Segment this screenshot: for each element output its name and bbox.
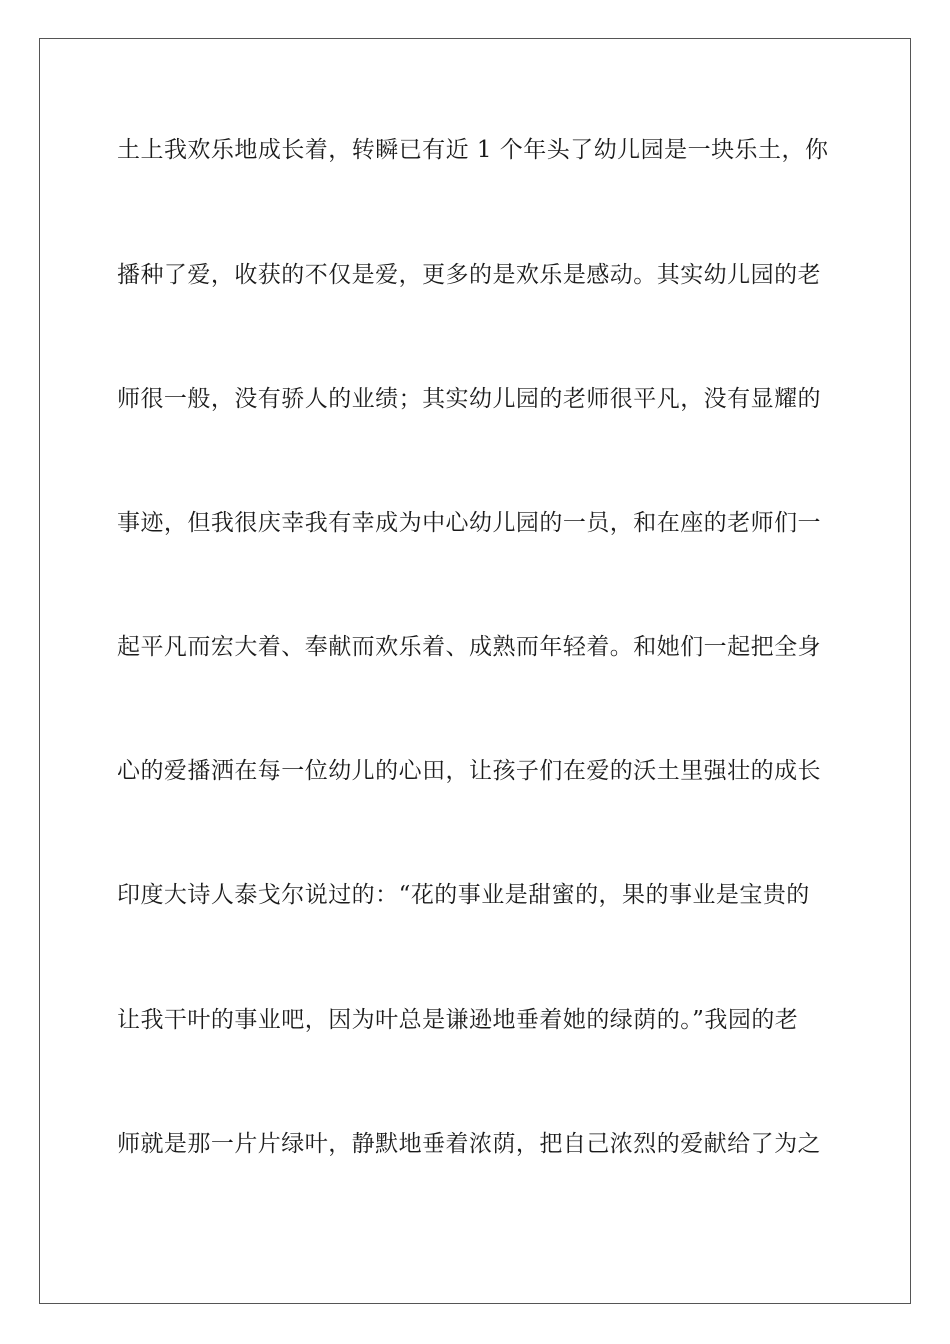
text-line-6: 心的爱播洒在每一位幼儿的心田，让孩子们在爱的沃土里强壮的成长 <box>117 758 821 784</box>
text-line-4: 事迹，但我很庆幸我有幸成为中心幼儿园的一员，和在座的老师们一 <box>117 510 821 536</box>
page-border <box>39 38 911 1304</box>
text-line-7: 印度大诗人泰戈尔说过的：“花的事业是甜蜜的，果的事业是宝贵的 <box>117 882 810 908</box>
text-line-2: 播种了爱，收获的不仅是爱，更多的是欢乐是感动。其实幼儿园的老 <box>117 262 821 288</box>
text-line-5: 起平凡而宏大着、奉献而欢乐着、成熟而年轻着。和她们一起把全身 <box>117 634 821 660</box>
text-line-9: 师就是那一片片绿叶，静默地垂着浓荫，把自己浓烈的爱献给了为之 <box>117 1131 821 1157</box>
text-line-1: 土上我欢乐地成长着，转瞬已有近 1 个年头了幼儿园是一块乐土，你 <box>117 137 829 163</box>
text-line-3: 师很一般，没有骄人的业绩；其实幼儿园的老师很平凡，没有显耀的 <box>117 386 821 412</box>
text-line-8: 让我干叶的事业吧，因为叶总是谦逊地垂着她的绿荫的。”我园的老 <box>117 1007 799 1033</box>
